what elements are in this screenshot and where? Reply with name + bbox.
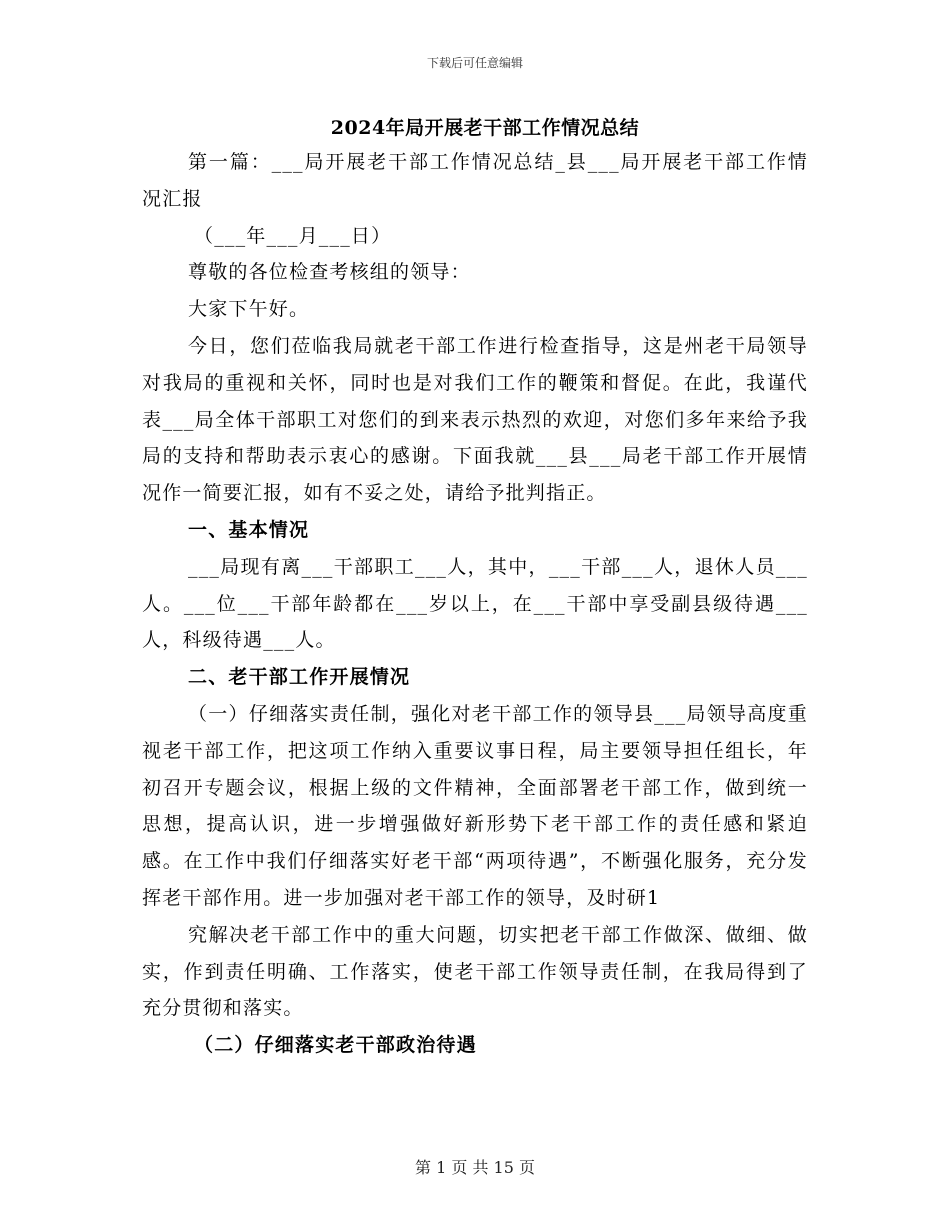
section-heading-work-progress: 二、老干部工作开展情况 xyxy=(188,666,411,689)
paragraph-greeting: 大家下午好。 xyxy=(188,298,310,321)
page-number: 第 1 页 共 15 页 xyxy=(415,1158,535,1177)
paragraph-salutation: 尊敬的各位检查考核组的领导： xyxy=(188,261,471,284)
paragraph-date: （___年___月___日） xyxy=(194,224,392,247)
paragraph-basic-info: ___局现有离___干部职工___人，其中，___干部___人，退休人员___人。___位___干部年龄都在___岁以上，在___干部中享受副县级待遇___人，科级待遇___人。 xyxy=(142,555,808,652)
paragraph-responsibility-cont: 究解决老干部工作中的重大问题，切实把老干部工作做深、做细、做实，作到责任明确、工作落实，使老干部工作领导责任制，在我局得到了充分贯彻和落实。 xyxy=(142,923,808,1020)
document-body xyxy=(142,112,808,1064)
paragraph-responsibility: （一）仔细落实责任制，强化对老干部工作的领导县___局领导高度重视老干部工作，把这项工作纳入重要议事日程，局主要领导担任组长，年初召开专题会议，根据上级的文件精神，全面部署老干部工作，做到统一思想，提高认识，进一步增强做好新形势下老干部工作的责任感和紧迫感。在工作中我们仔细落实好老干部“两项待遇”，不断强化服务，充分发挥老干部作用。进一步加强对老干部工作的领导，及时研1 xyxy=(142,702,808,909)
document-title: 2024年局开展老干部工作情况总结 xyxy=(330,117,640,139)
paragraph-welcome: 今日，您们莅临我局就老干部工作进行检查指导，这是州老干局领导对我局的重视和关怀，同时也是对我们工作的鞭策和督促。在此，我谨代表___局全体干部职工对您们的到来表示热烈的欢迎，对您们多年来给予我局的支持和帮助表示衷心的感谢。下面我就___县___局老干部工作开展情况作一简要汇报，如有不妥之处，请给予批判指正。 xyxy=(142,334,808,505)
download-note: 下载后可任意编辑 xyxy=(426,56,523,70)
section-heading-basic-info: 一、基本情况 xyxy=(188,518,310,541)
subsection-heading-political: （二）仔细落实老干部政治待遇 xyxy=(194,1034,477,1057)
paragraph-intro-title: 第一篇：___局开展老干部工作情况总结_县___局开展老干部工作情况汇报 xyxy=(142,151,808,210)
